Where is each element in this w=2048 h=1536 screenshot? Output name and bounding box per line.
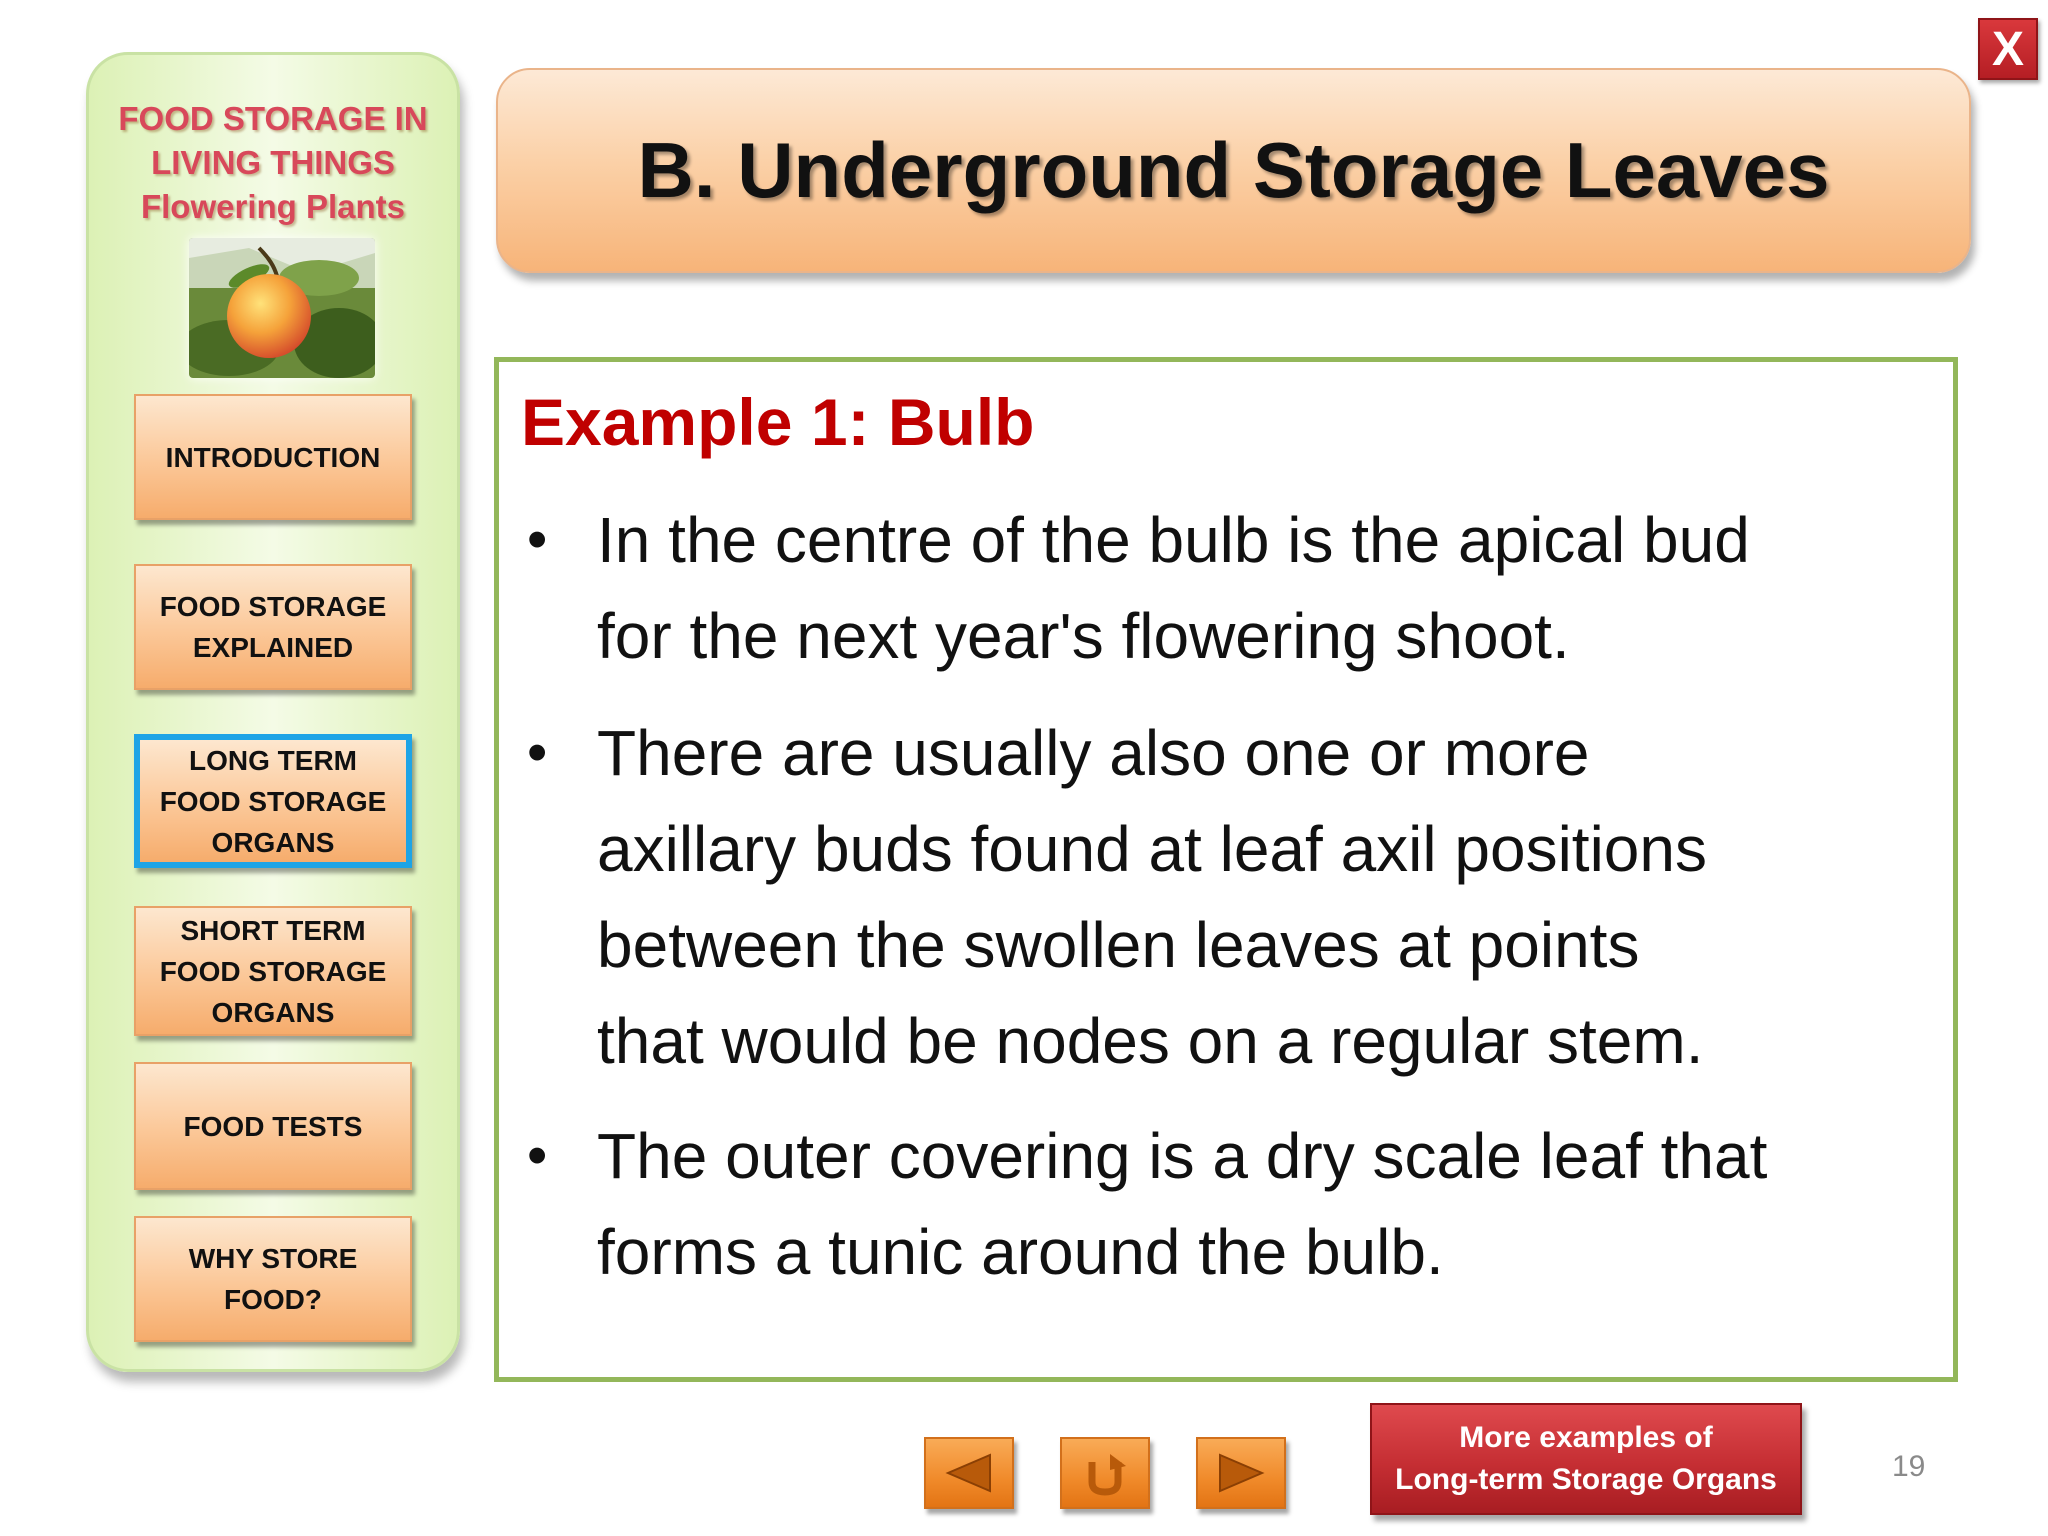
nav-food-tests-button[interactable]: FOOD TESTS bbox=[134, 1062, 412, 1190]
nav-short-term-food-storage-organs-button[interactable]: SHORT TERM FOOD STORAGE ORGANS bbox=[134, 906, 412, 1036]
title-banner bbox=[496, 68, 1971, 273]
page-number: 19 bbox=[1892, 1450, 1926, 1483]
bullet-text: The outer covering is a dry scale leaf that forms a tunic around the bulb. bbox=[597, 1120, 1768, 1288]
more-examples-button[interactable]: More examples of Long-term Storage Organs bbox=[1370, 1403, 1802, 1515]
sidebar-title bbox=[89, 97, 457, 229]
page-title: B. Underground Storage Leaves bbox=[637, 126, 1830, 214]
nav-food-storage-explained-button[interactable]: FOOD STORAGE EXPLAINED bbox=[134, 564, 412, 690]
close-button[interactable]: X bbox=[1978, 18, 2038, 80]
previous-button[interactable] bbox=[924, 1437, 1014, 1509]
left-triangle-icon bbox=[944, 1451, 994, 1495]
bullet-dot-icon: • bbox=[527, 1123, 548, 1188]
bullet-text: In the centre of the bulb is the apical bud for the next year's flowering shoot. bbox=[597, 504, 1750, 672]
nav-introduction-button[interactable]: INTRODUCTION bbox=[134, 394, 412, 520]
nav-why-store-food-button[interactable]: WHY STORE FOOD? bbox=[134, 1216, 412, 1342]
sidebar-title-line-1: FOOD STORAGE IN bbox=[118, 100, 428, 137]
return-button[interactable] bbox=[1060, 1437, 1150, 1509]
sidebar-title-line-2: LIVING THINGS bbox=[151, 144, 395, 181]
next-button[interactable] bbox=[1196, 1437, 1286, 1509]
right-triangle-icon bbox=[1216, 1451, 1266, 1495]
bullet-dot-icon: • bbox=[527, 720, 548, 785]
bullet-dot-icon: • bbox=[527, 507, 548, 572]
fruit-image bbox=[189, 238, 375, 378]
example-heading: Example 1: Bulb bbox=[521, 385, 1035, 459]
bullet-text: There are usually also one or more axillary buds found at leaf axil positions between the swollen leaves at points that would be nodes on a regular stem. bbox=[597, 717, 1707, 1077]
sidebar-title-line-3: Flowering Plants bbox=[140, 188, 406, 225]
content-box bbox=[494, 357, 1958, 1382]
return-arrow-icon bbox=[1080, 1448, 1130, 1498]
nav-long-term-food-storage-organs-button[interactable]: LONG TERM FOOD STORAGE ORGANS bbox=[134, 734, 412, 868]
